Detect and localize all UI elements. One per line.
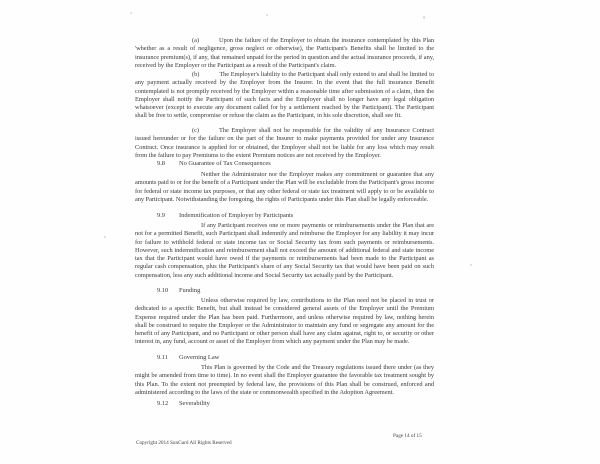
scan-speck	[470, 264, 472, 266]
scan-speck	[423, 16, 425, 19]
section-heading-9-11	[157, 354, 219, 362]
section-body-9-9	[135, 222, 434, 280]
section-heading-9-8	[157, 160, 271, 168]
scan-speck	[130, 12, 132, 14]
section-number: 9.10	[157, 287, 169, 294]
section-title: Severability	[179, 400, 210, 407]
paragraph-b-text: The Employer's liability to the Participant shall only extend to and shall be limited to any payment actually received by the Employer from the Insurer. In the event that the full insurance Benefit contemplated is not promptly received by the Employer within a reasonable time after submission of a claim, then the Employer shall notify the Participant of such facts and the Employer shall no longer have any legal obligation whatsoever (except to execute any document called for by a settlement reached by the Participant). The Participant shall be free to settle, compromise or refuse the claim as the Participant, in his sole discretion, shall see fit.	[135, 71, 434, 120]
paragraph-c-text: The Employer shall not be responsible for the validity of any Insurance Contract issued hereunder or for the failure on the part of the Insurer to make payments provided for under any Insurance Contract. Once insurance is applied for or obtained, the Employer shall not be liable for any loss which may result from the failure to pay Premiums to the extent Premium notices are not received by the Employer.	[135, 127, 434, 159]
section-title: Funding	[179, 287, 201, 294]
paragraph-b-label: (b)	[192, 71, 200, 78]
section-number: 9.12	[157, 400, 169, 407]
section-body-9-8	[135, 171, 434, 204]
section-heading-9-12	[157, 400, 210, 408]
scan-speck	[266, 14, 268, 16]
paragraph-b	[135, 71, 434, 121]
section-heading-9-10	[157, 287, 200, 295]
section-title: No Guarantee of Tax Consequences	[179, 160, 271, 167]
page-number: Page 14 of 15	[393, 433, 422, 439]
section-number: 9.11	[157, 354, 168, 361]
paragraph-a	[135, 37, 434, 70]
paragraph-a-text: Upon the failure of the Employer to obtain the insurance contemplated by this Plan 'whether as a result of negligence, gross neglect or otherwise), the Participant's Benefits shall be limited to the insurance premium(s), if any, that remained unpaid for the period in question and the actual insurance proceeds, if any, received by the Employer or the Participant as a result of the Participant's claim.	[135, 37, 434, 69]
section-number: 9.8	[157, 160, 165, 167]
copyright-notice: Copyright 2014 SunGard All Rights Reserved	[136, 440, 232, 446]
section-text: This Plan is governed by the Code and the Treasury regulations issued there under (as they might be amended from time to time). In no event shall the Employer guarantee the favorable tax treatment sought by this Plan. To the extent not preempted by federal law, the provisions of this Plan shall be construed, enforced and administered according to the laws of the state or commonwealth specified in the Adoption Agreement.	[135, 364, 434, 396]
section-text: Unless otherwise required by law, contributions to the Plan need not be placed in trust or dedicated to a specific Benefit, but shall instead be considered general assets of the Employer until the Premium Expense required under the Plan has been paid. Furthermore, and unless otherwise required by law, nothing herein shall be construed to require the Employer or the Administrator to maintain any fund or segregate any amount for the benefit of any Participant, and no Participant or other person shall have any claim against, right to, or security or other interest in, any fund, account or asset of the Employer from which any payment under the Plan may be made.	[135, 297, 434, 346]
section-number: 9.9	[157, 212, 165, 219]
section-title: Indemnification of Employer by Participants	[179, 212, 294, 219]
section-text: If any Participant receives one or more payments or reimbursements under the Plan that are not for a permitted Benefit, such Participant shall indemnify and reimburse the Employer for any liability it may incur for failure to withhold federal or state income tax or Social Security tax from such payments or reimbursements. However, such indemnification and reimbursement shall not exceed the amount of additional federal and state income tax that the Participant would have owed if the payments or reimbursements had been made to the Participant as regular cash compensation, plus the Participant's share of any Social Security tax that would have been paid on such compensation, less any such additional income and Social Security tax actually paid by the Participant.	[135, 222, 434, 279]
section-title: Governing Law	[179, 354, 220, 361]
section-body-9-10	[135, 297, 434, 347]
section-text: Neither the Administrator nor the Employer makes any commitment or guarantee that any amounts paid to or for the benefit of a Participant under the Plan will be excludable from the Participant's gross income for federal or state income tax purposes, or that any other federal or state tax treatment will apply to or be available to any Participant. Notwithstanding the foregoing, the rights of Participants under this Plan shall be legally enforceable.	[135, 171, 434, 203]
section-heading-9-9	[157, 212, 293, 220]
scan-speck	[104, 236, 106, 238]
section-body-9-11	[135, 364, 434, 397]
paragraph-c-label: (c)	[192, 127, 199, 134]
paragraph-a-label: (a)	[192, 37, 199, 44]
paragraph-c	[135, 127, 434, 160]
